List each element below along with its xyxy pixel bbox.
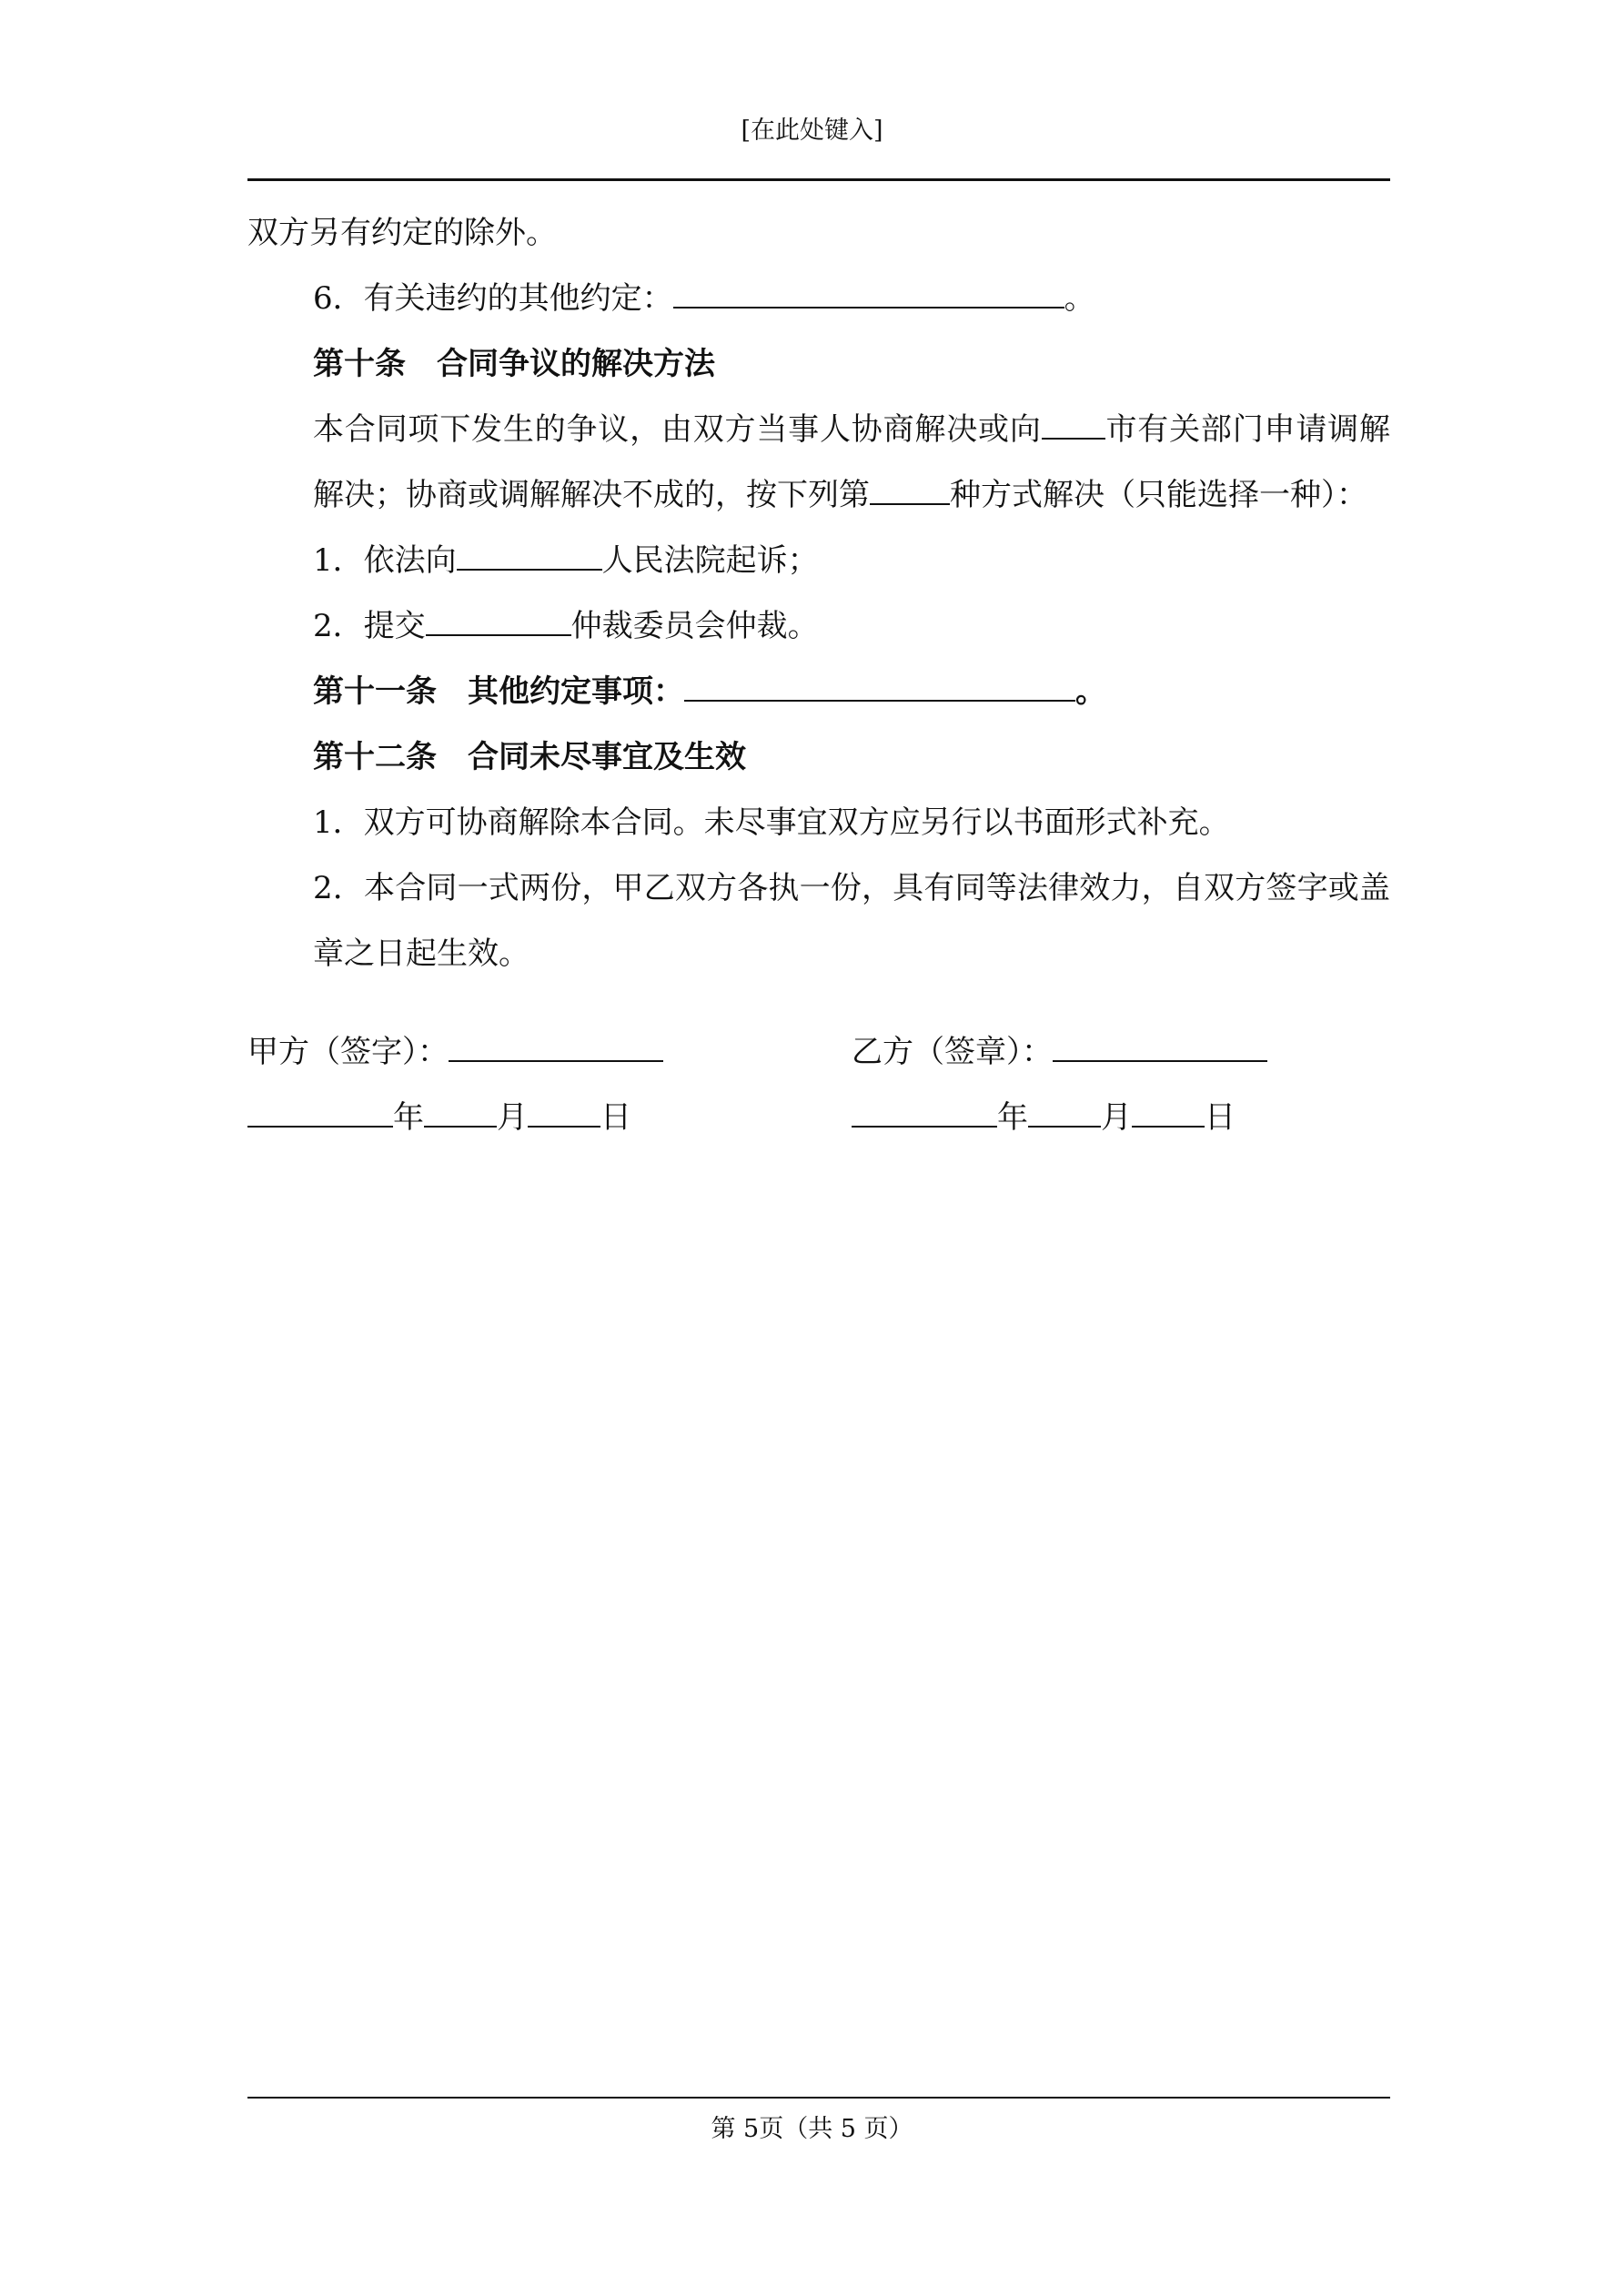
party-a-label: 甲方（签字）： [247, 1034, 449, 1070]
party-b-month-blank[interactable] [1028, 1097, 1101, 1128]
item-6-text: 6．有关违约的其他约定： [313, 280, 673, 317]
item-6-end: 。 [1064, 280, 1095, 317]
article-10-text-1: 本合同项下发生的争议，由双方当事人协商解决或向 [313, 411, 1042, 448]
party-a-signature [247, 1019, 663, 1085]
header-rule [247, 178, 1390, 181]
signature-row [247, 1019, 1390, 1085]
article-12-title: 第十二条 合同未尽事宜及生效 [313, 739, 746, 775]
article-12-item-2: 2．本合同一式两份，甲乙双方各执一份，具有同等法律效力，自双方签字或盖章之日起生效。 [313, 870, 1390, 972]
party-a-year-blank[interactable] [247, 1097, 393, 1128]
article-10-title: 第十条 合同争议的解决方法 [313, 346, 715, 382]
party-a-signature-blank[interactable] [449, 1031, 663, 1062]
party-a-day-label: 日 [600, 1099, 631, 1136]
party-b-date [852, 1085, 1236, 1150]
party-a-month-label: 月 [497, 1099, 528, 1136]
city-blank[interactable] [1042, 409, 1105, 440]
party-b-month-label: 月 [1101, 1099, 1132, 1136]
option-2-end: 仲裁委员会仲裁。 [570, 608, 819, 644]
article-12-item-1: 1．双方可协商解除本合同。未尽事宜双方应另行以书面形式补充。 [313, 804, 1230, 841]
page-footer: 第 5页（共 5 页） [711, 2115, 913, 2143]
party-a-date [247, 1085, 631, 1150]
footer-rule [247, 2097, 1390, 2099]
option-1-end: 人民法院起诉； [601, 542, 819, 579]
party-b-signature [852, 1019, 1267, 1085]
article-10-paragraph [247, 397, 1390, 528]
article-11-end: 。 [1075, 673, 1106, 710]
party-a-day-blank[interactable] [528, 1097, 600, 1128]
party-b-year-blank[interactable] [852, 1097, 997, 1128]
method-number-blank[interactable] [870, 474, 950, 505]
party-a-year-label: 年 [393, 1099, 424, 1136]
party-b-label: 乙方（签章）： [852, 1034, 1053, 1070]
option-2 [247, 593, 1390, 659]
article-10-text-3: 种方式解决（只能选择一种）： [950, 477, 1367, 513]
signature-spacer [247, 986, 1390, 1019]
option-1 [247, 528, 1390, 593]
arbitration-blank[interactable] [426, 605, 571, 636]
party-a-month-blank[interactable] [424, 1097, 497, 1128]
option-2-text: 2．提交 [313, 608, 426, 644]
document-body [247, 200, 1390, 1150]
continuation-line: 双方另有约定的除外。 [247, 215, 557, 251]
page-header: [在此处键入] [741, 116, 883, 145]
item-6 [247, 266, 1390, 331]
article-11 [247, 659, 1390, 724]
article-11-text: 第十一条 其他约定事项： [313, 673, 684, 710]
article-10-text-2: 市有关部门申请调解解决；协商或调解解决不成的，按下列第 [313, 411, 1390, 513]
option-1-text: 1．依法向 [313, 542, 457, 579]
party-b-year-label: 年 [997, 1099, 1028, 1136]
court-blank[interactable] [457, 540, 602, 571]
party-b-day-blank[interactable] [1132, 1097, 1205, 1128]
party-b-signature-blank[interactable] [1053, 1031, 1267, 1062]
item-6-blank[interactable] [673, 278, 1064, 308]
party-b-day-label: 日 [1205, 1099, 1236, 1136]
date-row [247, 1085, 1390, 1150]
article-11-blank[interactable] [684, 671, 1075, 702]
